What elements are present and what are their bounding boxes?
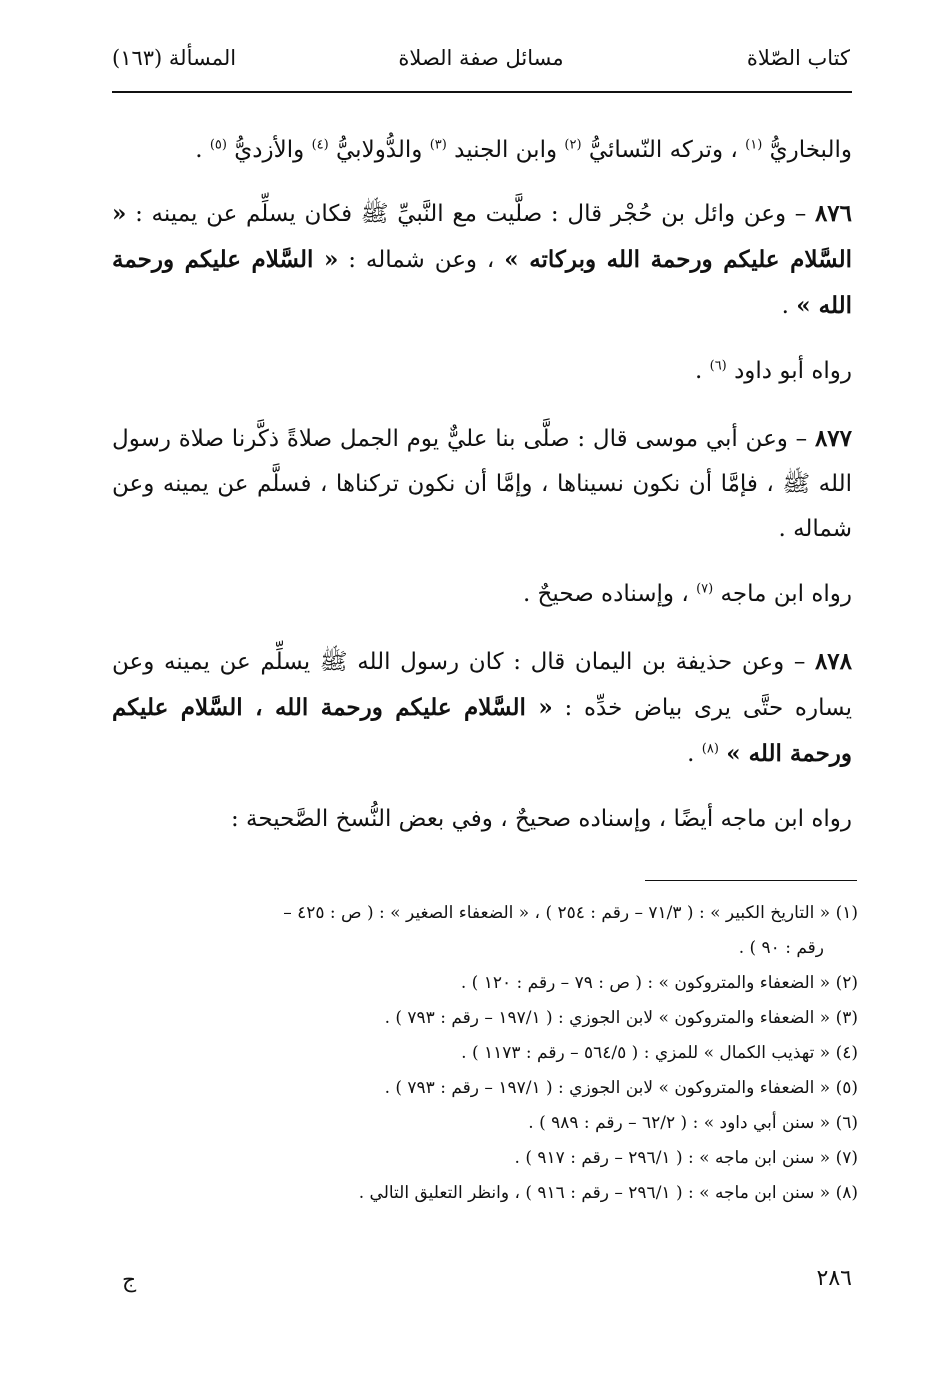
footnote-item bbox=[112, 896, 858, 966]
footnote-item bbox=[112, 966, 858, 1001]
header-divider bbox=[112, 91, 852, 93]
text-segment: وابن الجنيد bbox=[454, 137, 558, 163]
footnote-item bbox=[112, 1001, 858, 1036]
footnote-text: « سنن ابن ماجه » : ( ٢٩٦/١ – رقم : ٩١٦ ) ، وانظر التعليق التالي . bbox=[358, 1183, 831, 1203]
quoted-text: « السَّلام عليكم ورحمة الله ، السَّلام عليكم ورحمة الله » bbox=[112, 694, 852, 767]
hadith-877 bbox=[112, 416, 852, 552]
footnotes bbox=[112, 896, 858, 1211]
footnote-number: (٥) bbox=[835, 1078, 858, 1098]
footnote-number: (٧) bbox=[835, 1148, 858, 1168]
header-chapter-title: مسائل صفة الصلاة bbox=[398, 46, 564, 70]
footnote-item bbox=[112, 1141, 858, 1176]
footnote-ref[interactable]: (٨) bbox=[701, 741, 719, 757]
text-segment: . bbox=[195, 137, 203, 163]
text-segment: . bbox=[687, 741, 695, 767]
footnote-number: (٣) bbox=[835, 1008, 858, 1028]
footnote-ref[interactable]: (٧) bbox=[696, 581, 714, 597]
text-segment: – وعن وائل بن حُجْر قال : صلَّيت مع النَّبيِّ ﷺ فكان يسلِّم عن يمينه : bbox=[135, 201, 807, 227]
footnote-number: (٤) bbox=[835, 1043, 858, 1063]
text-segment: والبخاريُّ bbox=[769, 137, 852, 163]
footnote-number: (١) bbox=[835, 903, 858, 923]
footnote-item bbox=[112, 1071, 858, 1106]
footnote-item bbox=[112, 1106, 858, 1141]
text-segment: والأزديُّ bbox=[234, 137, 305, 163]
footnote-text: « التاريخ الكبير » : ( ٧١/٣ – رقم : ٢٥٤ ) ، « الضعفاء الصغير » : ( ص : ٤٢٥ – bbox=[283, 903, 831, 923]
footnote-ref[interactable]: (٣) bbox=[429, 137, 447, 153]
hadith-878 bbox=[112, 639, 852, 777]
footnote-text: « الضعفاء والمتروكون » لابن الجوزي : ( ١٩٧/١ – رقم : ٧٩٣ ) . bbox=[384, 1008, 831, 1028]
text-segment: رواه ابن ماجه أيضًا ، وإسناده صحيحٌ ، وفي بعض النُّسخ الصَّحيحة : bbox=[230, 806, 852, 832]
text-segment: رواه ابن ماجه bbox=[720, 581, 852, 607]
footnote-divider bbox=[645, 880, 857, 881]
text-segment: – وعن أبي موسى قال : صلَّى بنا عليٌّ يوم الجمل صلاةً ذكَّرنا صلاة رسول الله ﷺ ، فإمَّا أن نكون نسيناها ، وإمَّا أن نكون تركناها ، فسلَّم عن يمينه وعن شماله . bbox=[112, 426, 852, 542]
text-segment: . bbox=[781, 293, 789, 319]
running-header bbox=[112, 46, 850, 82]
hadith-number: ٨٧٦ bbox=[814, 200, 853, 227]
quoted-text: « السَّلام عليكم ورحمة الله » bbox=[112, 246, 852, 319]
source-876 bbox=[112, 349, 852, 394]
page-number: ٢٨٦ bbox=[816, 1266, 852, 1291]
footnote-ref[interactable]: (٥) bbox=[209, 137, 227, 153]
source-878 bbox=[112, 797, 852, 842]
footnote-item bbox=[112, 1176, 858, 1211]
footnote-ref[interactable]: (١) bbox=[745, 137, 763, 153]
footnote-text: « الضعفاء والمتروكون » لابن الجوزي : ( ١٩٧/١ – رقم : ٧٩٣ ) . bbox=[384, 1078, 831, 1098]
text-segment: – وعن حذيفة بن اليمان قال : كان رسول الله ﷺ يسلِّم عن يمينه وعن يساره حتَّى يرى بياض خدِّه : bbox=[112, 649, 853, 721]
footnote-ref[interactable]: (٤) bbox=[311, 137, 329, 153]
text-segment: ، وتركه النّسائيُّ bbox=[588, 137, 738, 163]
footnote-text: « الضعفاء والمتروكون » : ( ص : ٧٩ – رقم : ١٢٠ ) . bbox=[460, 973, 831, 993]
text-segment: رواه أبو داود bbox=[734, 358, 852, 384]
text-segment: ، وإسناده صحيحٌ . bbox=[522, 581, 689, 607]
source-877 bbox=[112, 572, 852, 617]
footnote-text: « سنن أبي داود » : ( ٦٢/٢ – رقم : ٩٨٩ ) . bbox=[528, 1113, 831, 1133]
paragraph-narrators bbox=[112, 128, 852, 173]
hadith-number: ٨٧٨ bbox=[814, 648, 853, 675]
footnote-continuation: رقم : ٩٠ ) . bbox=[738, 938, 824, 958]
text-segment: ، وعن شماله : bbox=[348, 247, 495, 273]
signature-mark: ج bbox=[122, 1268, 137, 1293]
footnote-item bbox=[112, 1036, 858, 1071]
text-segment: والدُّولابيُّ bbox=[336, 137, 423, 163]
header-issue-number: المسألة (١٦٣) bbox=[112, 46, 237, 70]
hadith-876 bbox=[112, 191, 852, 329]
footnote-ref[interactable]: (٦) bbox=[709, 358, 727, 374]
hadith-number: ٨٧٧ bbox=[814, 425, 853, 452]
footnote-ref[interactable]: (٢) bbox=[564, 137, 582, 153]
text-segment: . bbox=[694, 358, 703, 384]
quoted-text: « السَّلام عليكم ورحمة الله وبركاته » bbox=[112, 200, 852, 273]
footnote-number: (٦) bbox=[835, 1113, 858, 1133]
footnote-text: « تهذيب الكمال » للمزي : ( ٥٦٤/٥ – رقم : ١١٧٣ ) . bbox=[461, 1043, 831, 1063]
footnote-number: (٢) bbox=[835, 973, 858, 993]
header-book-title: كتاب الصّلاة bbox=[746, 46, 850, 70]
footnote-number: (٨) bbox=[835, 1183, 858, 1203]
footnote-text: « سنن ابن ماجه » : ( ٢٩٦/١ – رقم : ٩١٧ ) . bbox=[514, 1148, 831, 1168]
main-text bbox=[112, 128, 852, 864]
